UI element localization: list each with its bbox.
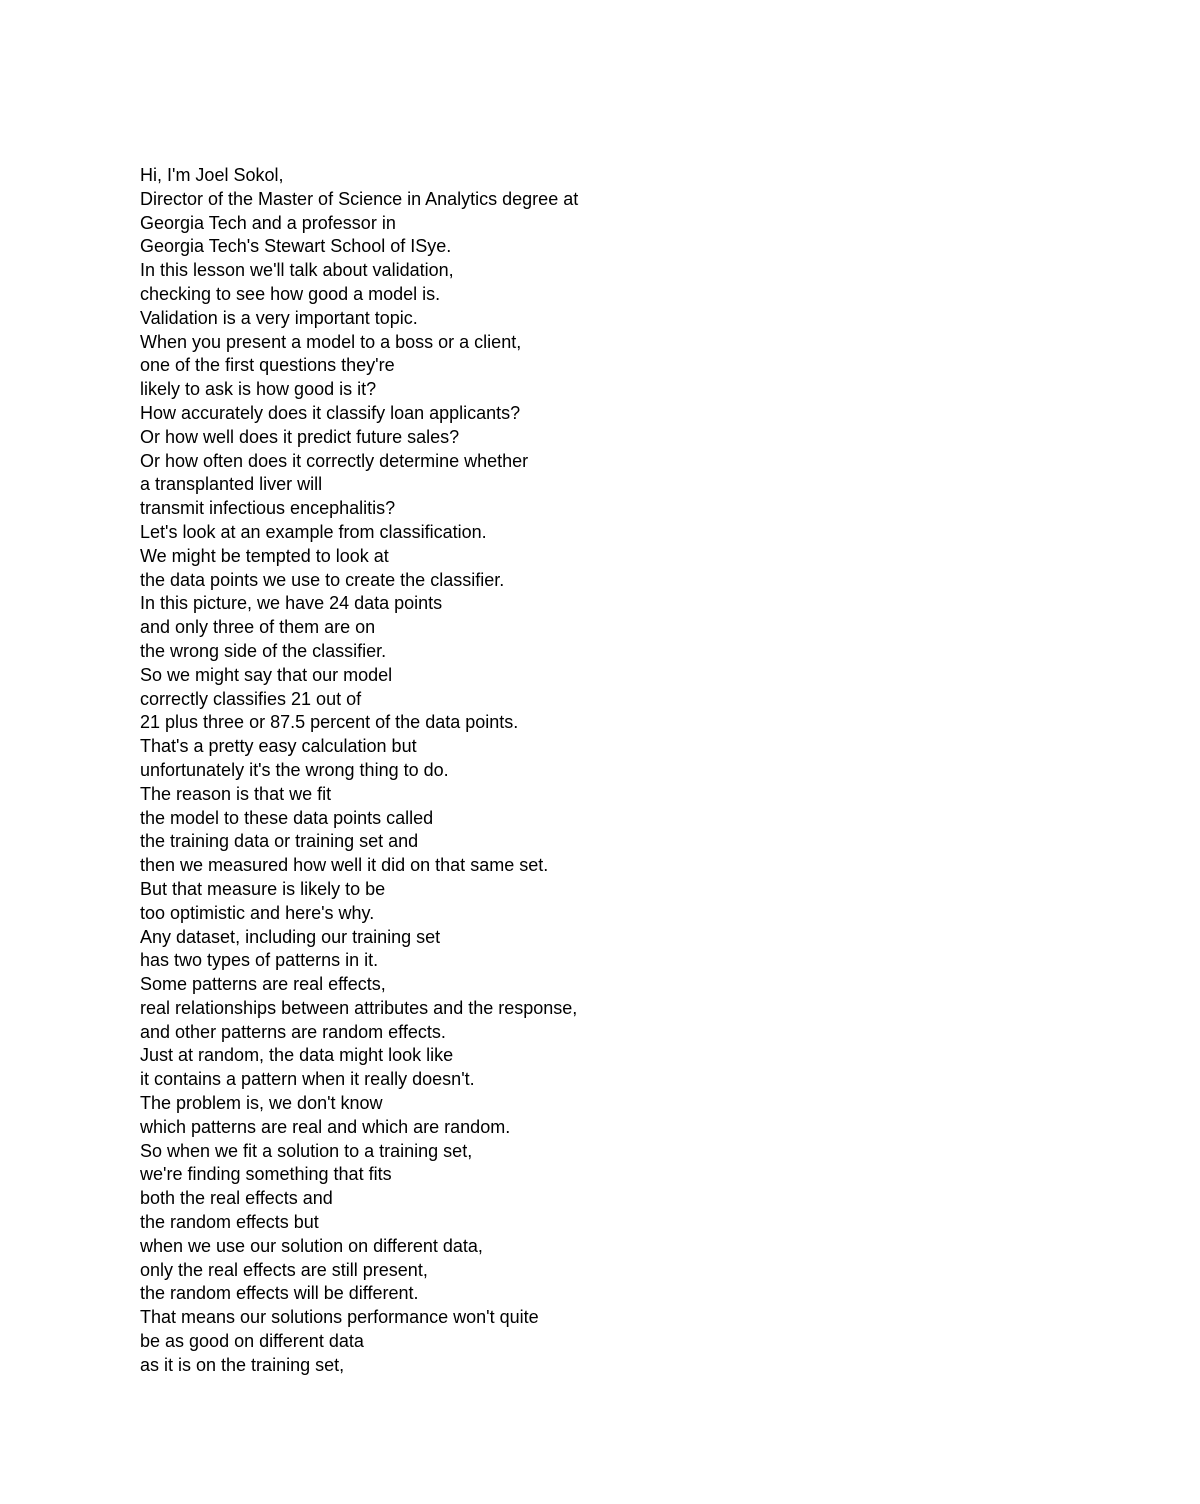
transcript-line: Georgia Tech and a professor in: [140, 212, 396, 233]
transcript-line: one of the first questions they're: [140, 355, 395, 376]
transcript-line: The reason is that we fit: [140, 783, 332, 804]
transcript-line: the training data or training set and: [140, 831, 419, 852]
transcript-line: it contains a pattern when it really doesn't.: [140, 1069, 475, 1090]
transcript-line: How accurately does it classify loan applicants?: [140, 402, 521, 423]
transcript-line: checking to see how good a model is.: [140, 283, 441, 304]
transcript-line: Hi, I'm Joel Sokol,: [140, 165, 284, 185]
transcript-line: when we use our solution on different data,: [140, 1235, 483, 1256]
transcript-line: then we measured how well it did on that same set.: [140, 855, 549, 876]
transcript-line: we're finding something that fits: [140, 1164, 392, 1185]
transcript-line: Any dataset, including our training set: [140, 926, 441, 947]
transcript-line: the wrong side of the classifier.: [140, 640, 387, 661]
transcript-line: the data points we use to create the classifier.: [140, 569, 505, 590]
transcript-line: Georgia Tech's Stewart School of ISye.: [140, 236, 452, 257]
transcript-line: Director of the Master of Science in Analytics degree at: [140, 188, 579, 209]
transcript-line: Just at random, the data might look like: [140, 1045, 454, 1066]
transcript-line: The problem is, we don't know: [140, 1093, 383, 1114]
transcript-line: be as good on different data: [140, 1331, 364, 1352]
transcript-line: But that measure is likely to be: [140, 878, 386, 899]
transcript-line: Or how often does it correctly determine whether: [140, 450, 529, 471]
transcript-line: Or how well does it predict future sales?: [140, 426, 460, 447]
transcript-line: both the real effects and: [140, 1188, 333, 1209]
transcript-line: and only three of them are on: [140, 617, 376, 638]
transcript-line: correctly classifies 21 out of: [140, 688, 362, 709]
transcript-line: So we might say that our model: [140, 664, 393, 685]
transcript-line: Let's look at an example from classification.: [140, 521, 487, 542]
transcript-line: the model to these data points called: [140, 807, 434, 828]
transcript-line: unfortunately it's the wrong thing to do.: [140, 759, 449, 780]
transcript-line: which patterns are real and which are random.: [140, 1116, 511, 1137]
transcript-line: 21 plus three or 87.5 percent of the data points.: [140, 712, 519, 733]
transcript-line: That means our solutions performance won't quite: [140, 1307, 539, 1328]
transcript-line: In this lesson we'll talk about validation,: [140, 260, 454, 281]
transcript-line: only the real effects are still present,: [140, 1259, 428, 1280]
transcript-line: In this picture, we have 24 data points: [140, 593, 443, 614]
transcript-line: too optimistic and here's why.: [140, 902, 375, 923]
transcript-line: as it is on the training set,: [140, 1354, 345, 1375]
transcript-text: [140, 164, 1140, 1378]
transcript-line: transmit infectious encephalitis?: [140, 498, 396, 519]
transcript-line: has two types of patterns in it.: [140, 950, 379, 971]
transcript-line: That's a pretty easy calculation but: [140, 736, 417, 757]
transcript-line: a transplanted liver will: [140, 474, 323, 495]
transcript-line: the random effects but: [140, 1212, 319, 1233]
transcript-line: Some patterns are real effects,: [140, 974, 386, 995]
transcript-line: Validation is a very important topic.: [140, 307, 418, 328]
transcript-line: real relationships between attributes and the response,: [140, 997, 578, 1018]
transcript-line: the random effects will be different.: [140, 1283, 419, 1304]
transcript-line: When you present a model to a boss or a client,: [140, 331, 522, 352]
transcript-line: and other patterns are random effects.: [140, 1021, 446, 1042]
transcript-line: So when we fit a solution to a training set,: [140, 1140, 473, 1161]
transcript-line: We might be tempted to look at: [140, 545, 389, 566]
transcript-line: likely to ask is how good is it?: [140, 379, 377, 400]
